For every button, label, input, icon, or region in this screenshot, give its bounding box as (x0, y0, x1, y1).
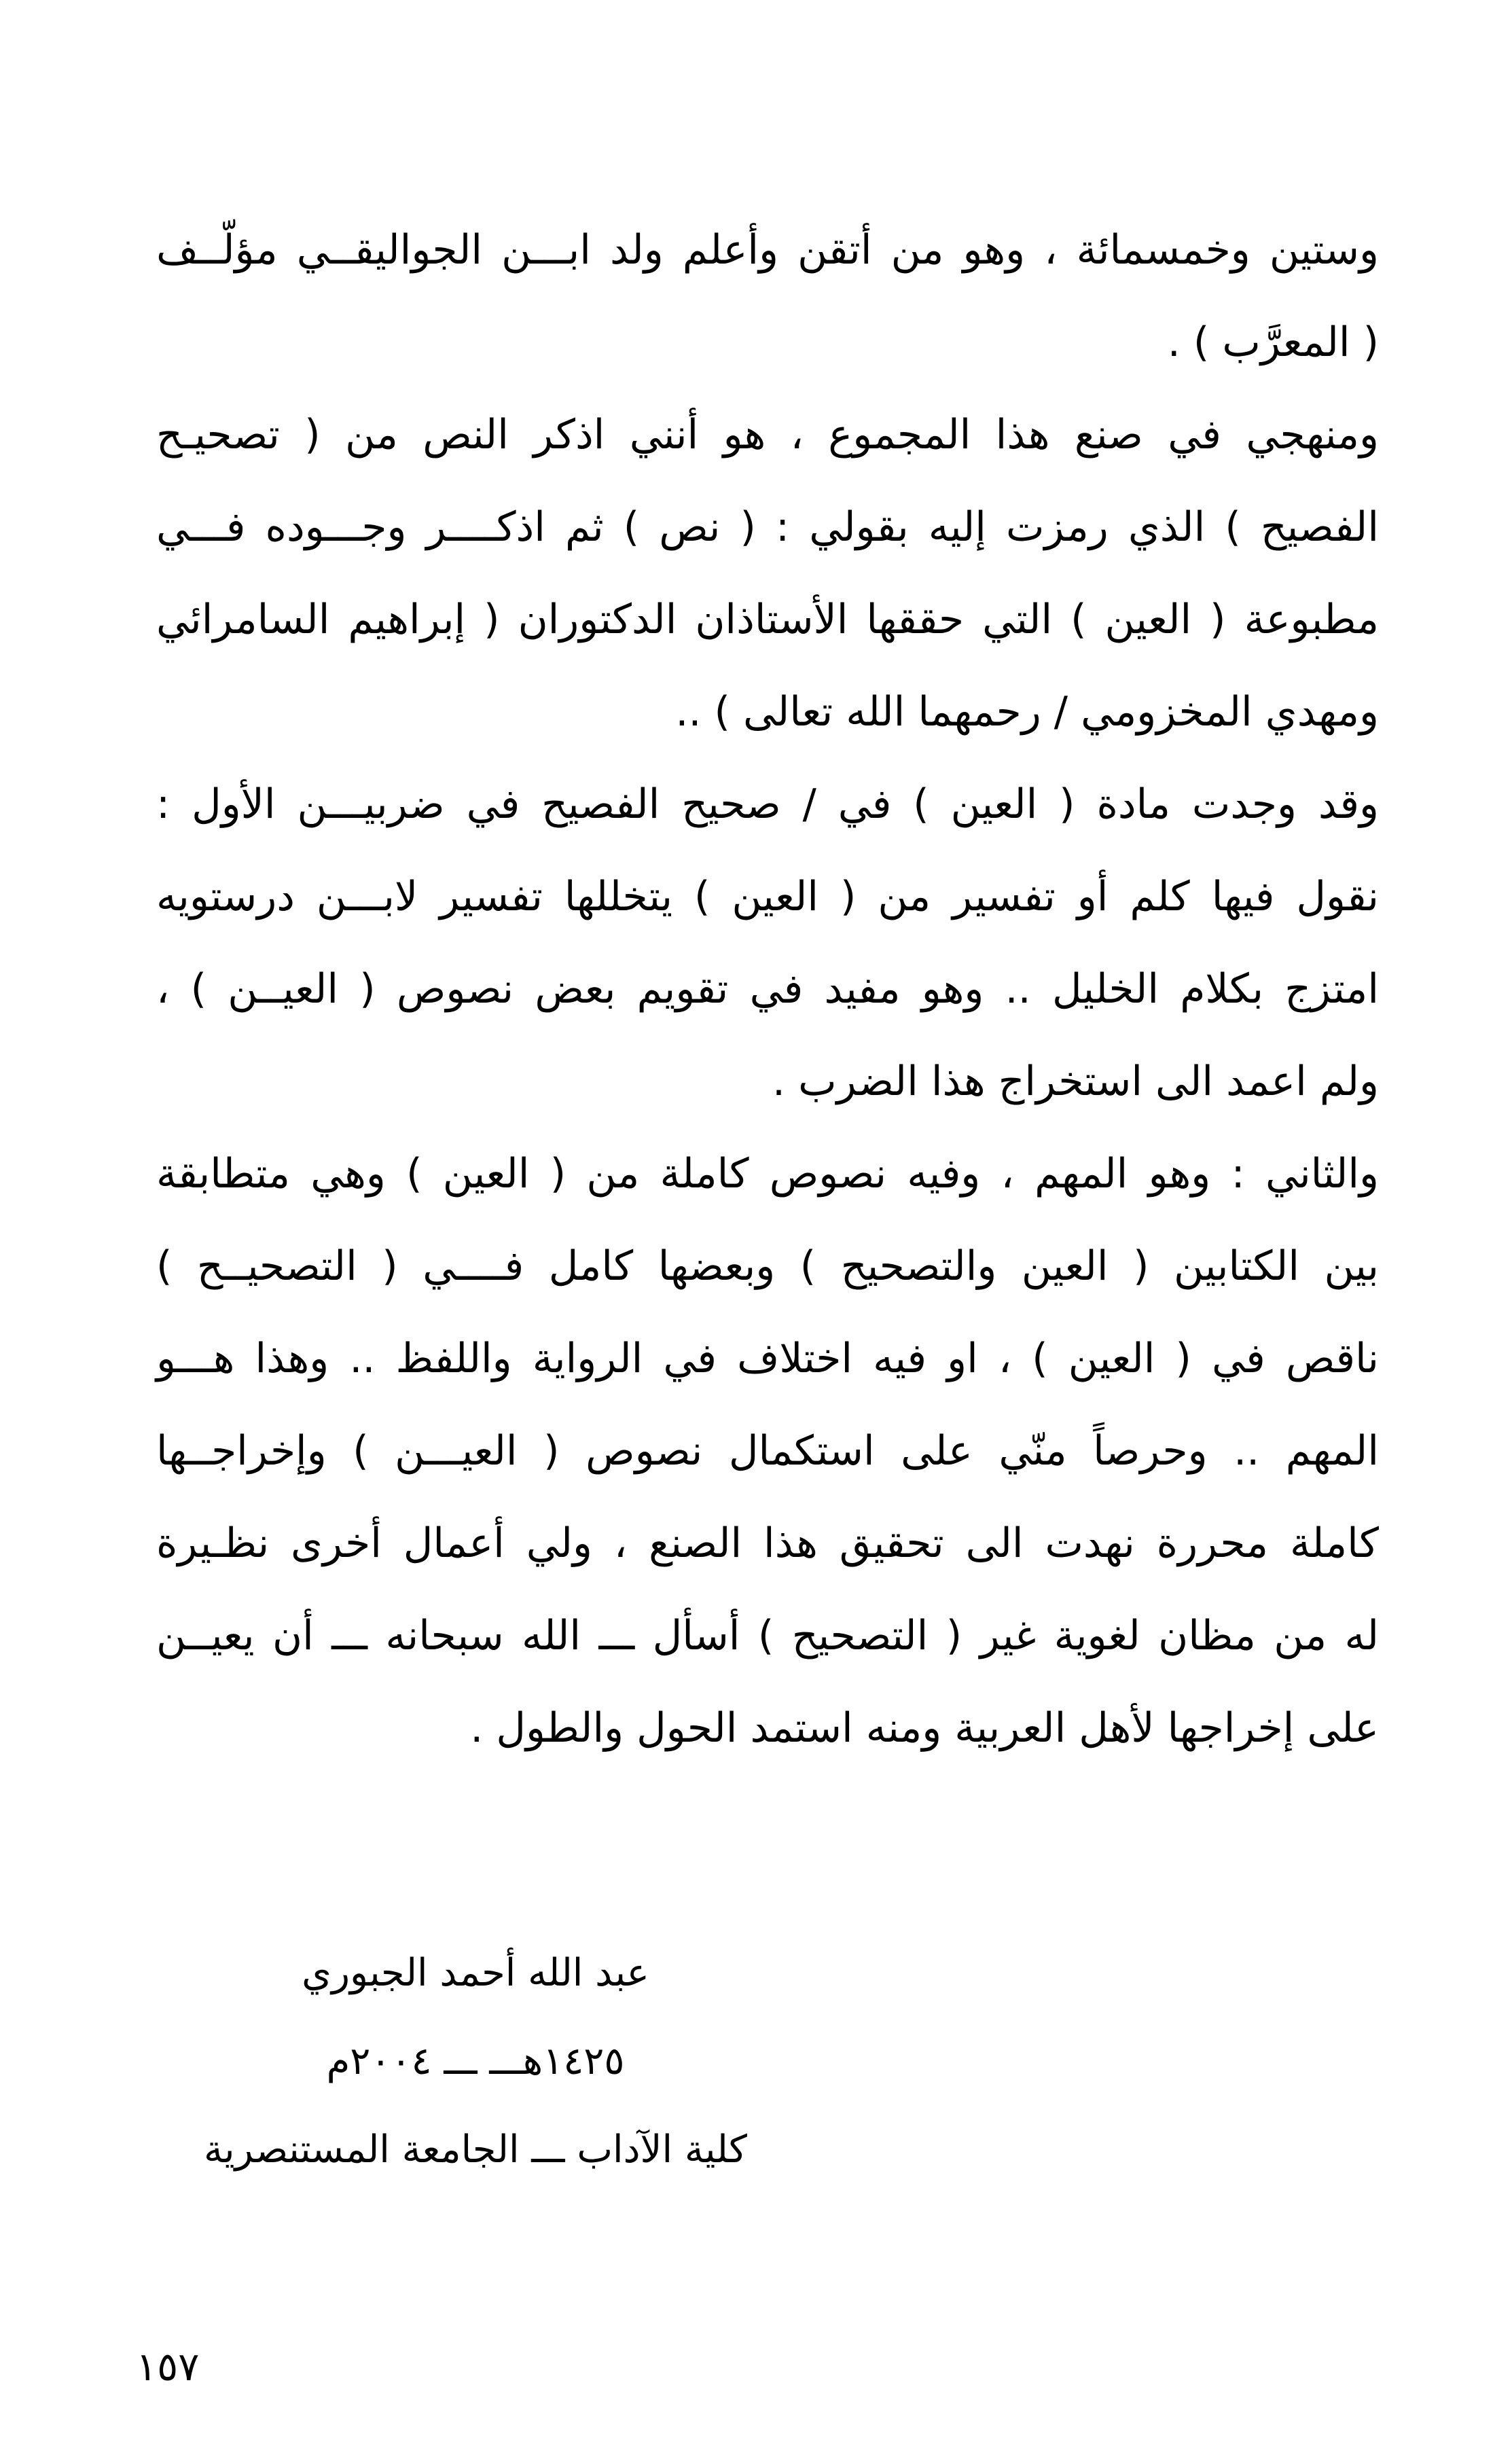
text-line: ( المعرَّب ) . (1167, 319, 1379, 366)
body-text (156, 204, 1379, 1774)
author-name: عبد الله أحمد الجبوري (302, 1951, 649, 1995)
text-line: مطبوعة ( العين ) التي حققها الأستاذان الدكتوران ( إبراهيم السامرائي (156, 596, 1379, 643)
text-line: بين الكتابين ( العين والتصحيح ) وبعضها كامل فــــي ( التصحيــح ) (156, 1242, 1379, 1290)
text-line: ومنهجي في صنع هذا المجموع ، هو أنني اذكر النص من ( تصحيـح (156, 411, 1379, 459)
text-line: ومهدي المخزومي / رحمهما الله تعالى ) .. (675, 688, 1379, 736)
text-line: الفصيح ) الذي رمزت إليه بقولي : ( نص ) ثم اذكــــر وجـــوده فـــي (156, 503, 1379, 551)
text-line: ناقص في ( العين ) ، او فيه اختلاف في الرواية واللفظ .. وهذا هـــو (156, 1335, 1379, 1382)
signature-date: ١٤٢٥هـــ ـــ ٢٠٠٤م (326, 2039, 625, 2083)
text-line: على إخراجها لأهل العربية ومنه استمد الحول والطول . (470, 1704, 1379, 1752)
page-number: ١٥٧ (136, 2344, 200, 2390)
text-line: وستين وخمسمائة ، وهو من أتقن وأعلم ولد ابـــن الجواليقــي مؤلّــف (156, 226, 1379, 274)
signature-block (163, 1929, 788, 2194)
author-affiliation: كلية الآداب ـــ الجامعة المستنصرية (204, 2128, 747, 2172)
text-line: نقول فيها كلم أو تفسير من ( العين ) يتخللها تفسير لابـــن درستويه (156, 873, 1379, 920)
text-line: له من مظان لغوية غير ( التصحيح ) أسأل ـــ الله سبحانه ـــ أن يعيــن (156, 1612, 1379, 1659)
text-line: وقد وجدت مادة ( العين ) في / صحيح الفصيح في ضربيـــن الأول : (156, 781, 1379, 828)
text-line: امتزج بكلام الخليل .. وهو مفيد في تقويم بعض نصوص ( العيــن ) ، (156, 965, 1379, 1013)
text-line: المهم .. وحرصاً منّي على استكمال نصوص ( العيـــن ) وإخراجــها (156, 1427, 1379, 1475)
text-line: والثاني : وهو المهم ، وفيه نصوص كاملة من ( العين ) وهي متطابقة (156, 1150, 1379, 1198)
text-line: ولم اعمد الى استخراج هذا الضرب . (772, 1058, 1379, 1105)
text-line: كاملة محررة نهدت الى تحقيق هذا الصنع ، ولي أعمال أخرى نظـيرة (156, 1520, 1379, 1567)
